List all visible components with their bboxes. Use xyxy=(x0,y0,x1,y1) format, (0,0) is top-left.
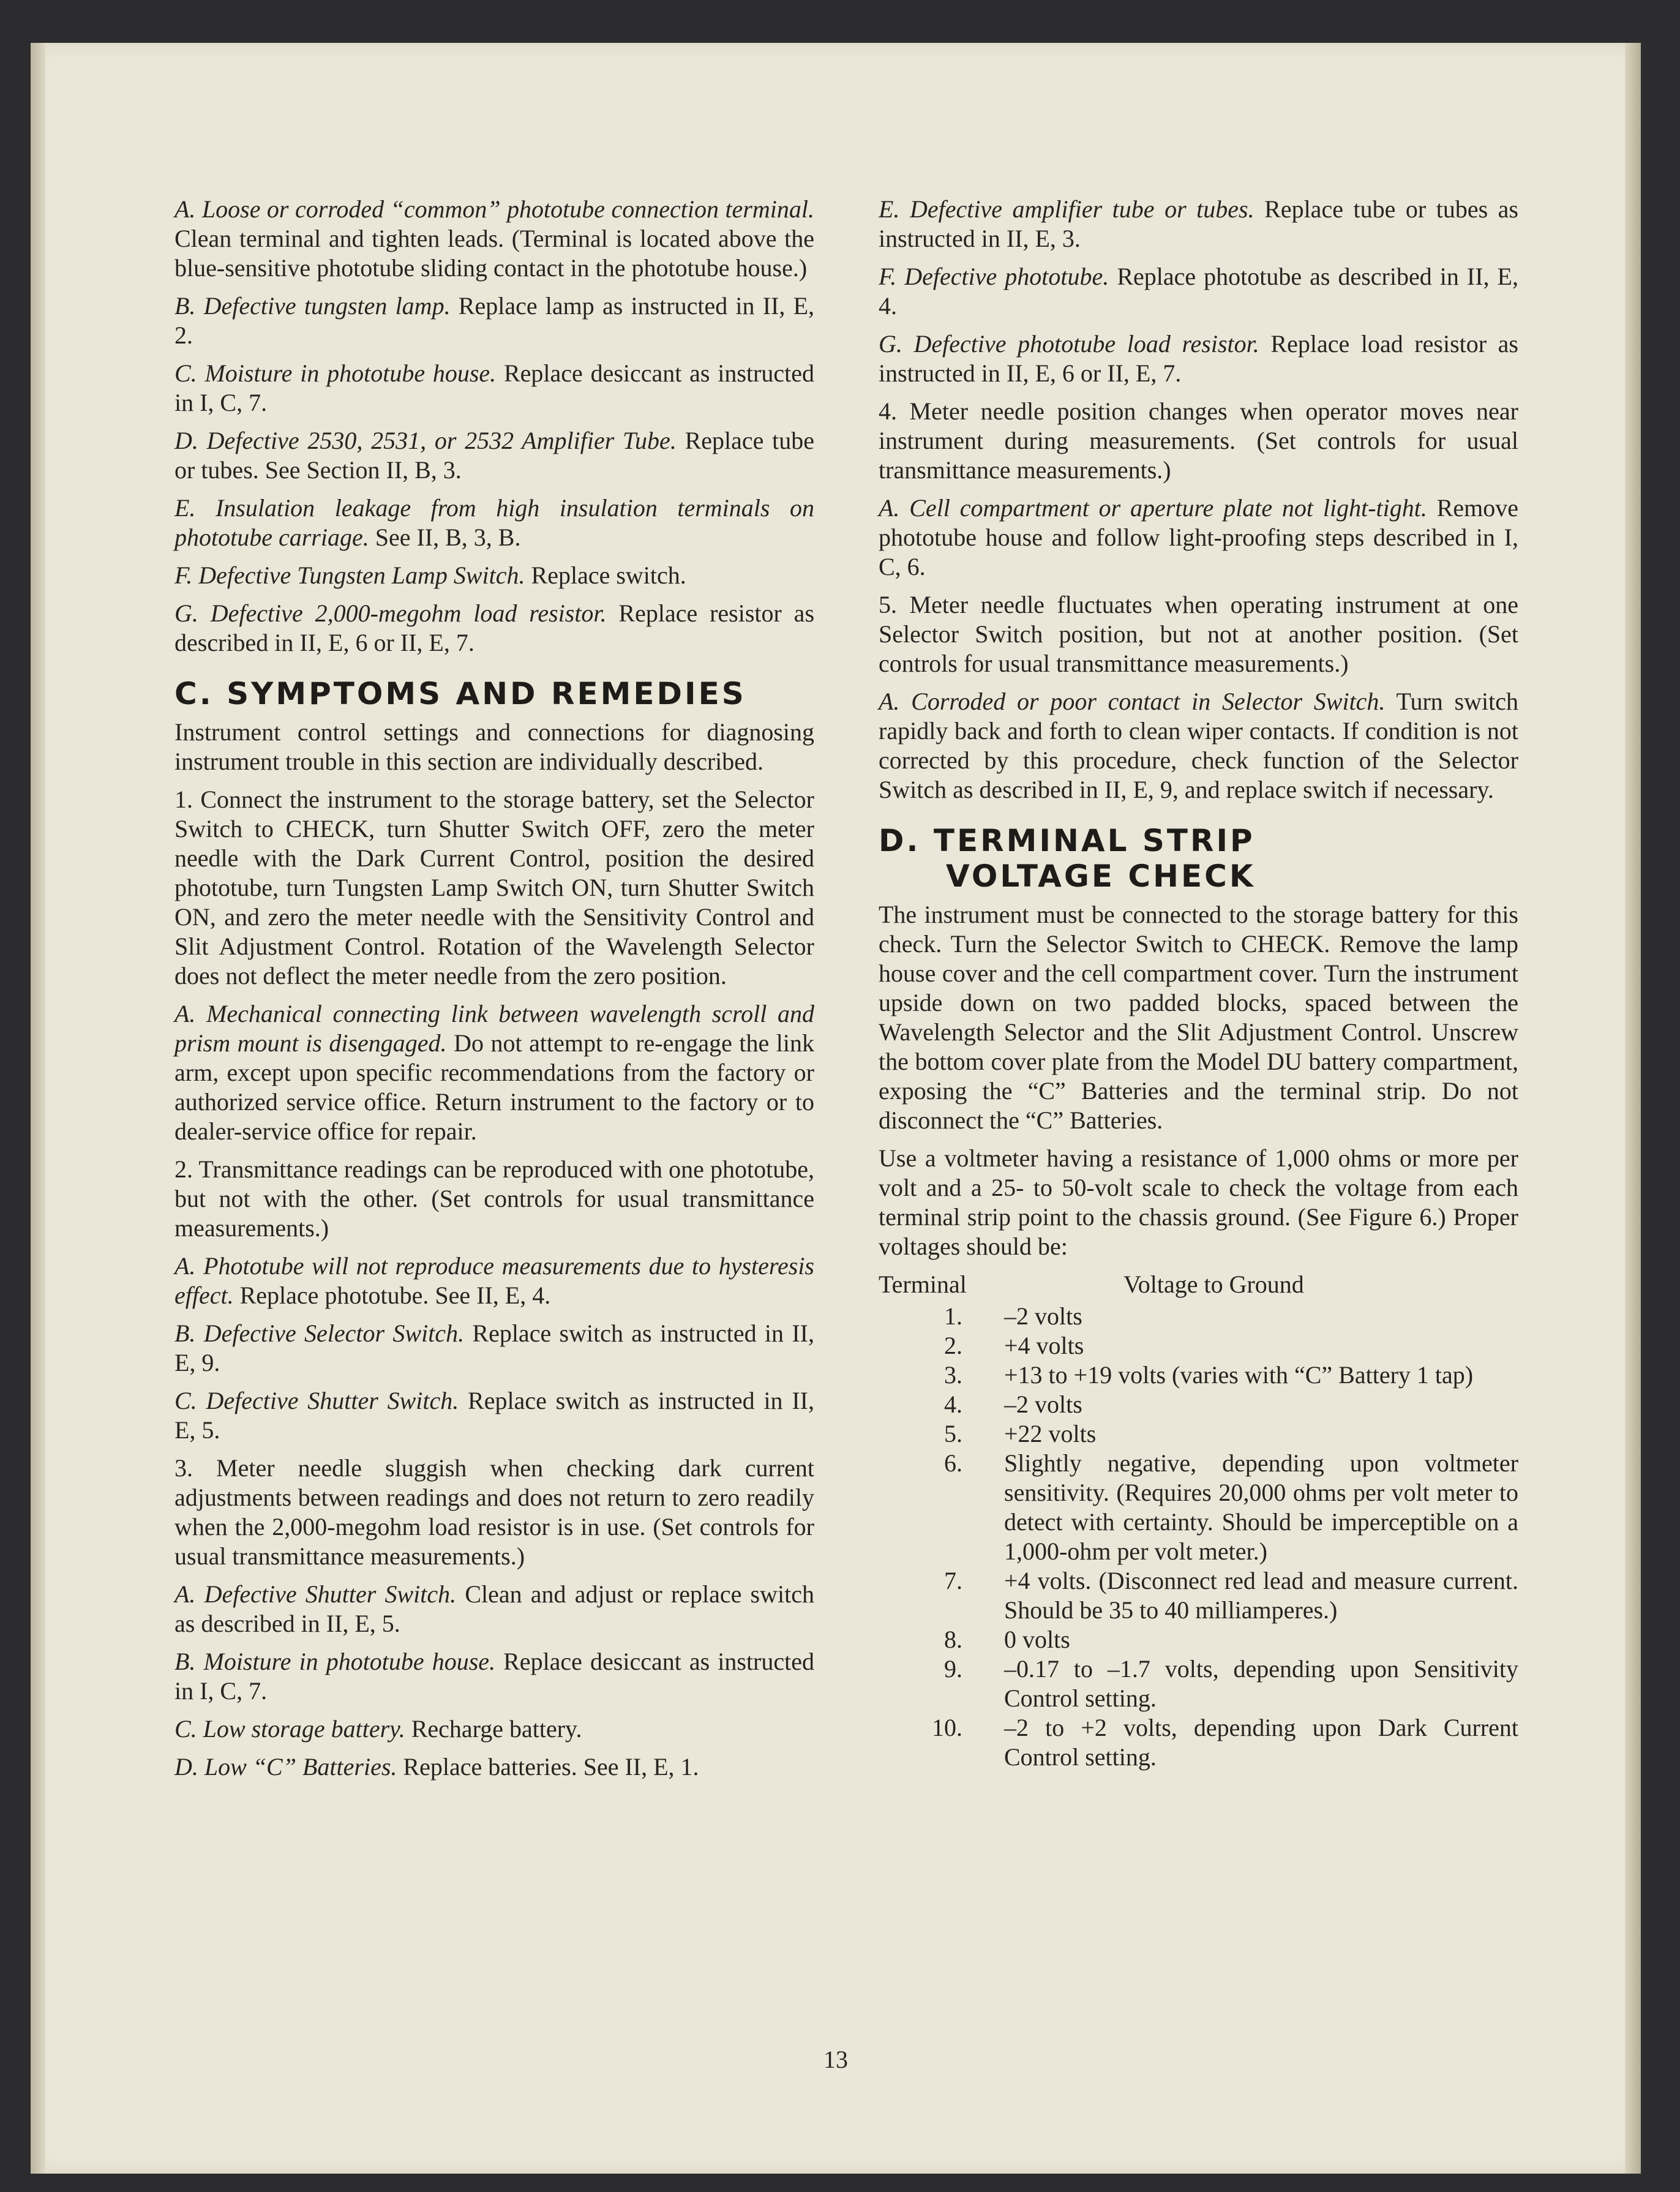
remedy-cause: E. Insulation leakage from high insulation terminals on phototube carriage. xyxy=(174,494,814,551)
terminal-number: 10. xyxy=(932,1714,962,1741)
remedy-paragraph xyxy=(879,195,1518,253)
terminal-number: 9. xyxy=(944,1655,962,1683)
terminal-number: 3. xyxy=(944,1361,962,1389)
section-d-heading-line1: D. TERMINAL STRIP xyxy=(879,823,1255,858)
remedy-paragraph xyxy=(174,1580,814,1638)
remedy-action: 2. Transmittance readings can be reproduced with one phototube, but not with the other. (Set controls for usual transmittance measurements.) xyxy=(174,1155,814,1242)
section-c-intro: Instrument control settings and connections for diagnosing instrument trouble in this section are individually described. xyxy=(174,718,814,775)
remedy-cause: E. Defective amplifier tube or tubes. xyxy=(879,195,1254,223)
terminal-voltage: +4 volts xyxy=(1004,1332,1084,1359)
remedy-cause: C. Low storage battery. xyxy=(174,1715,405,1743)
terminal-voltage: –0.17 to –1.7 volts, depending upon Sensitivity Control setting. xyxy=(1004,1655,1518,1712)
remedy-cause: F. Defective Tungsten Lamp Switch. xyxy=(174,561,525,589)
remedy-cause: B. Moisture in phototube house. xyxy=(174,1648,496,1675)
voltage-table-row xyxy=(879,1361,1518,1390)
remedy-paragraph xyxy=(174,1252,814,1310)
remedy-cause: D. Low “C” Batteries. xyxy=(174,1753,397,1781)
remedy-action: Recharge battery. xyxy=(405,1715,582,1743)
voltage-table-row xyxy=(879,1654,1518,1713)
terminal-voltage: +13 to +19 volts (varies with “C” Battery 1 tap) xyxy=(1004,1361,1474,1389)
remedy-paragraph xyxy=(879,262,1518,321)
remedy-cause: B. Defective tungsten lamp. xyxy=(174,292,451,320)
remedy-paragraph xyxy=(879,590,1518,678)
voltage-table-header xyxy=(879,1270,1518,1299)
section-d-heading xyxy=(879,823,1518,894)
remedy-paragraph xyxy=(174,291,814,350)
remedy-paragraph xyxy=(174,599,814,658)
right-column xyxy=(879,195,1518,1772)
voltage-table-row xyxy=(879,1419,1518,1449)
remedy-paragraph xyxy=(174,1155,814,1243)
voltage-table-row xyxy=(879,1449,1518,1566)
document-page xyxy=(31,43,1641,2174)
remedy-paragraph xyxy=(879,329,1518,388)
remedy-action: See II, B, 3, B. xyxy=(369,524,521,551)
remedy-action: Replace phototube. See II, E, 4. xyxy=(233,1282,551,1309)
remedy-paragraph xyxy=(174,1386,814,1445)
left-remedies-list xyxy=(174,195,814,658)
remedy-action: Replace desiccant as instructed in I, C, 7. xyxy=(174,1648,814,1705)
remedy-paragraph xyxy=(174,561,814,590)
voltage-column-header: Voltage to Ground xyxy=(1123,1271,1304,1298)
remedy-cause: A. Defective Shutter Switch. xyxy=(174,1580,457,1608)
voltage-table-row xyxy=(879,1566,1518,1625)
section-d-paragraph-2: Use a voltmeter having a resistance of 1,000 ohms or more per volt and a 25- to 50-volt scale to check the voltage from each terminal strip point to the chassis ground. (See Figure 6.) Proper voltages should be: xyxy=(879,1144,1518,1260)
remedy-paragraph xyxy=(174,1454,814,1571)
remedy-action: 3. Meter needle sluggish when checking dark current adjustments between readings and does not return to zero readily when the 2,000-megohm load resistor is in use. (Set controls for usual transmittance measurements.) xyxy=(174,1454,814,1570)
remedy-action: Replace phototube as described in II, E, 4. xyxy=(879,263,1518,320)
remedy-cause: F. Defective phototube. xyxy=(879,263,1109,290)
remedy-cause: D. Defective 2530, 2531, or 2532 Amplifier Tube. xyxy=(174,427,677,454)
remedy-cause: G. Defective phototube load resistor. xyxy=(879,330,1259,358)
voltage-table-row xyxy=(879,1302,1518,1331)
remedy-action: Replace switch as instructed in II, E, 5. xyxy=(174,1387,814,1444)
remedy-cause: C. Defective Shutter Switch. xyxy=(174,1387,459,1414)
remedy-paragraph xyxy=(879,687,1518,805)
remedy-action: Turn switch rapidly back and forth to clean wiper contacts. If condition is not corrected by this procedure, check function of the Selector Switch as described in II, E, 9, and replace switch if necessary. xyxy=(879,688,1518,803)
terminal-voltage: 0 volts xyxy=(1004,1626,1070,1653)
terminal-column-header: Terminal xyxy=(879,1271,967,1298)
terminal-voltage: –2 volts xyxy=(1004,1302,1082,1330)
remedy-action: 4. Meter needle position changes when operator moves near instrument during measurements. (Set controls for usual transmittance measurements.) xyxy=(879,397,1518,484)
remedy-paragraph xyxy=(174,1647,814,1706)
terminal-number: 8. xyxy=(944,1626,962,1653)
terminal-voltage: +22 volts xyxy=(1004,1420,1097,1447)
remedy-action: Replace switch as instructed in II, E, 9. xyxy=(174,1319,814,1376)
remedy-paragraph xyxy=(174,785,814,991)
remedy-paragraph xyxy=(174,426,814,485)
remedy-paragraph xyxy=(174,1714,814,1744)
remedy-action: 5. Meter needle fluctuates when operating instrument at one Selector Switch position, but not at another position. (Set controls for usual transmittance measurements.) xyxy=(879,591,1518,677)
remedy-action: 1. Connect the instrument to the storage battery, set the Selector Switch to CHECK, turn Shutter Switch OFF, zero the meter needle with the Dark Current Control, position the desired phototube, turn Tungsten Lamp Switch ON, turn Shutter Switch ON, and zero the meter needle with the Sensitivity Control and Slit Adjustment Control. Rotation of the Wavelength Selector does not deflect the meter needle from the zero position. xyxy=(174,786,814,989)
remedy-cause: A. Phototube will not reproduce measurements due to hysteresis effect. xyxy=(174,1252,814,1309)
remedy-cause: G. Defective 2,000-megohm load resistor. xyxy=(174,599,607,627)
section-c-items xyxy=(174,785,814,1782)
terminal-voltage: Slightly negative, depending upon voltmeter sensitivity. (Requires 20,000 ohms per volt meter to detect with certainty. Should be imperceptible on a 1,000-ohm per volt meter.) xyxy=(1004,1449,1518,1565)
voltage-table-row xyxy=(879,1713,1518,1772)
remedy-paragraph xyxy=(174,1319,814,1378)
remedy-paragraph xyxy=(174,1752,814,1782)
terminal-number: 4. xyxy=(944,1391,962,1418)
voltage-table-row xyxy=(879,1390,1518,1419)
section-c-heading: C. SYMPTOMS AND REMEDIES xyxy=(174,676,746,711)
voltage-table-row xyxy=(879,1625,1518,1654)
remedy-action: Replace switch. xyxy=(525,561,686,589)
remedy-paragraph xyxy=(174,494,814,552)
remedy-action: Replace tube or tubes as instructed in II, E, 3. xyxy=(879,195,1518,252)
terminal-voltage: +4 volts. (Disconnect red lead and measure current. Should be 35 to 40 milliamperes.) xyxy=(1004,1567,1518,1624)
remedy-action: Replace tube or tubes. See Section II, B, 3. xyxy=(174,427,814,484)
page-edge xyxy=(1625,43,1641,2174)
remedy-action: Replace lamp as instructed in II, E, 2. xyxy=(174,292,814,349)
terminal-number: 2. xyxy=(944,1332,962,1359)
remedy-action: Replace load resistor as instructed in II, E, 6 or II, E, 7. xyxy=(879,330,1518,387)
remedy-action: Replace desiccant as instructed in I, C, 7. xyxy=(174,359,814,416)
remedy-paragraph xyxy=(174,359,814,418)
remedy-paragraph xyxy=(879,494,1518,582)
remedy-paragraph xyxy=(174,195,814,283)
remedy-cause: C. Moisture in phototube house. xyxy=(174,359,497,387)
remedy-cause: A. Cell compartment or aperture plate not light-tight. xyxy=(879,494,1427,522)
terminal-number: 5. xyxy=(944,1420,962,1447)
remedy-action: Clean and adjust or replace switch as described in II, E, 5. xyxy=(174,1580,814,1637)
remedy-paragraph xyxy=(879,397,1518,485)
section-d-heading-line2: VOLTAGE CHECK xyxy=(946,858,1256,894)
terminal-voltage: –2 to +2 volts, depending upon Dark Current Control setting. xyxy=(1004,1714,1518,1771)
remedy-action: Do not attempt to re-engage the link arm, except upon specific recommendations from the factory or authorized service office. Return instrument to the factory or to dealer-service office for repair. xyxy=(174,1029,815,1145)
voltage-table xyxy=(879,1302,1518,1772)
remedy-cause: A. Loose or corroded “common” phototube connection terminal. xyxy=(174,195,814,223)
section-d-paragraph-1: The instrument must be connected to the storage battery for this check. Turn the Selector Switch to CHECK. Remove the lamp house cover and the cell compartment cover. Turn the instrument upside down on two padded blocks, spaced between the Wavelength Selector and the Slit Adjustment Control. Unscrew the bottom cover plate from the Model DU battery compartment, exposing the “C” Batteries and the terminal strip. Do not disconnect the “C” Batteries. xyxy=(879,901,1518,1134)
remedy-action: Replace batteries. See II, E, 1. xyxy=(397,1753,699,1781)
left-column xyxy=(174,195,814,1790)
page-binding xyxy=(31,43,45,2174)
voltage-table-row xyxy=(879,1331,1518,1361)
remedy-cause: B. Defective Selector Switch. xyxy=(174,1319,465,1347)
page-number: 13 xyxy=(823,2046,848,2073)
remedy-action: Remove phototube house and follow light-proofing steps described in I, C, 6. xyxy=(879,494,1518,580)
remedy-action: Clean terminal and tighten leads. (Terminal is located above the blue-sensitive phototube sliding contact in the phototube house.) xyxy=(174,225,814,282)
remedy-cause: A. Mechanical connecting link between wavelength scroll and prism mount is disengaged. xyxy=(174,1000,814,1057)
remedy-cause: A. Corroded or poor contact in Selector Switch. xyxy=(879,688,1386,715)
terminal-number: 1. xyxy=(944,1302,962,1330)
remedy-action: Replace resistor as described in II, E, 6 or II, E, 7. xyxy=(174,599,815,656)
terminal-number: 7. xyxy=(944,1567,962,1594)
terminal-voltage: –2 volts xyxy=(1004,1391,1082,1418)
remedy-paragraph xyxy=(174,999,814,1146)
right-remedies-list xyxy=(879,195,1518,805)
terminal-number: 6. xyxy=(944,1449,962,1477)
